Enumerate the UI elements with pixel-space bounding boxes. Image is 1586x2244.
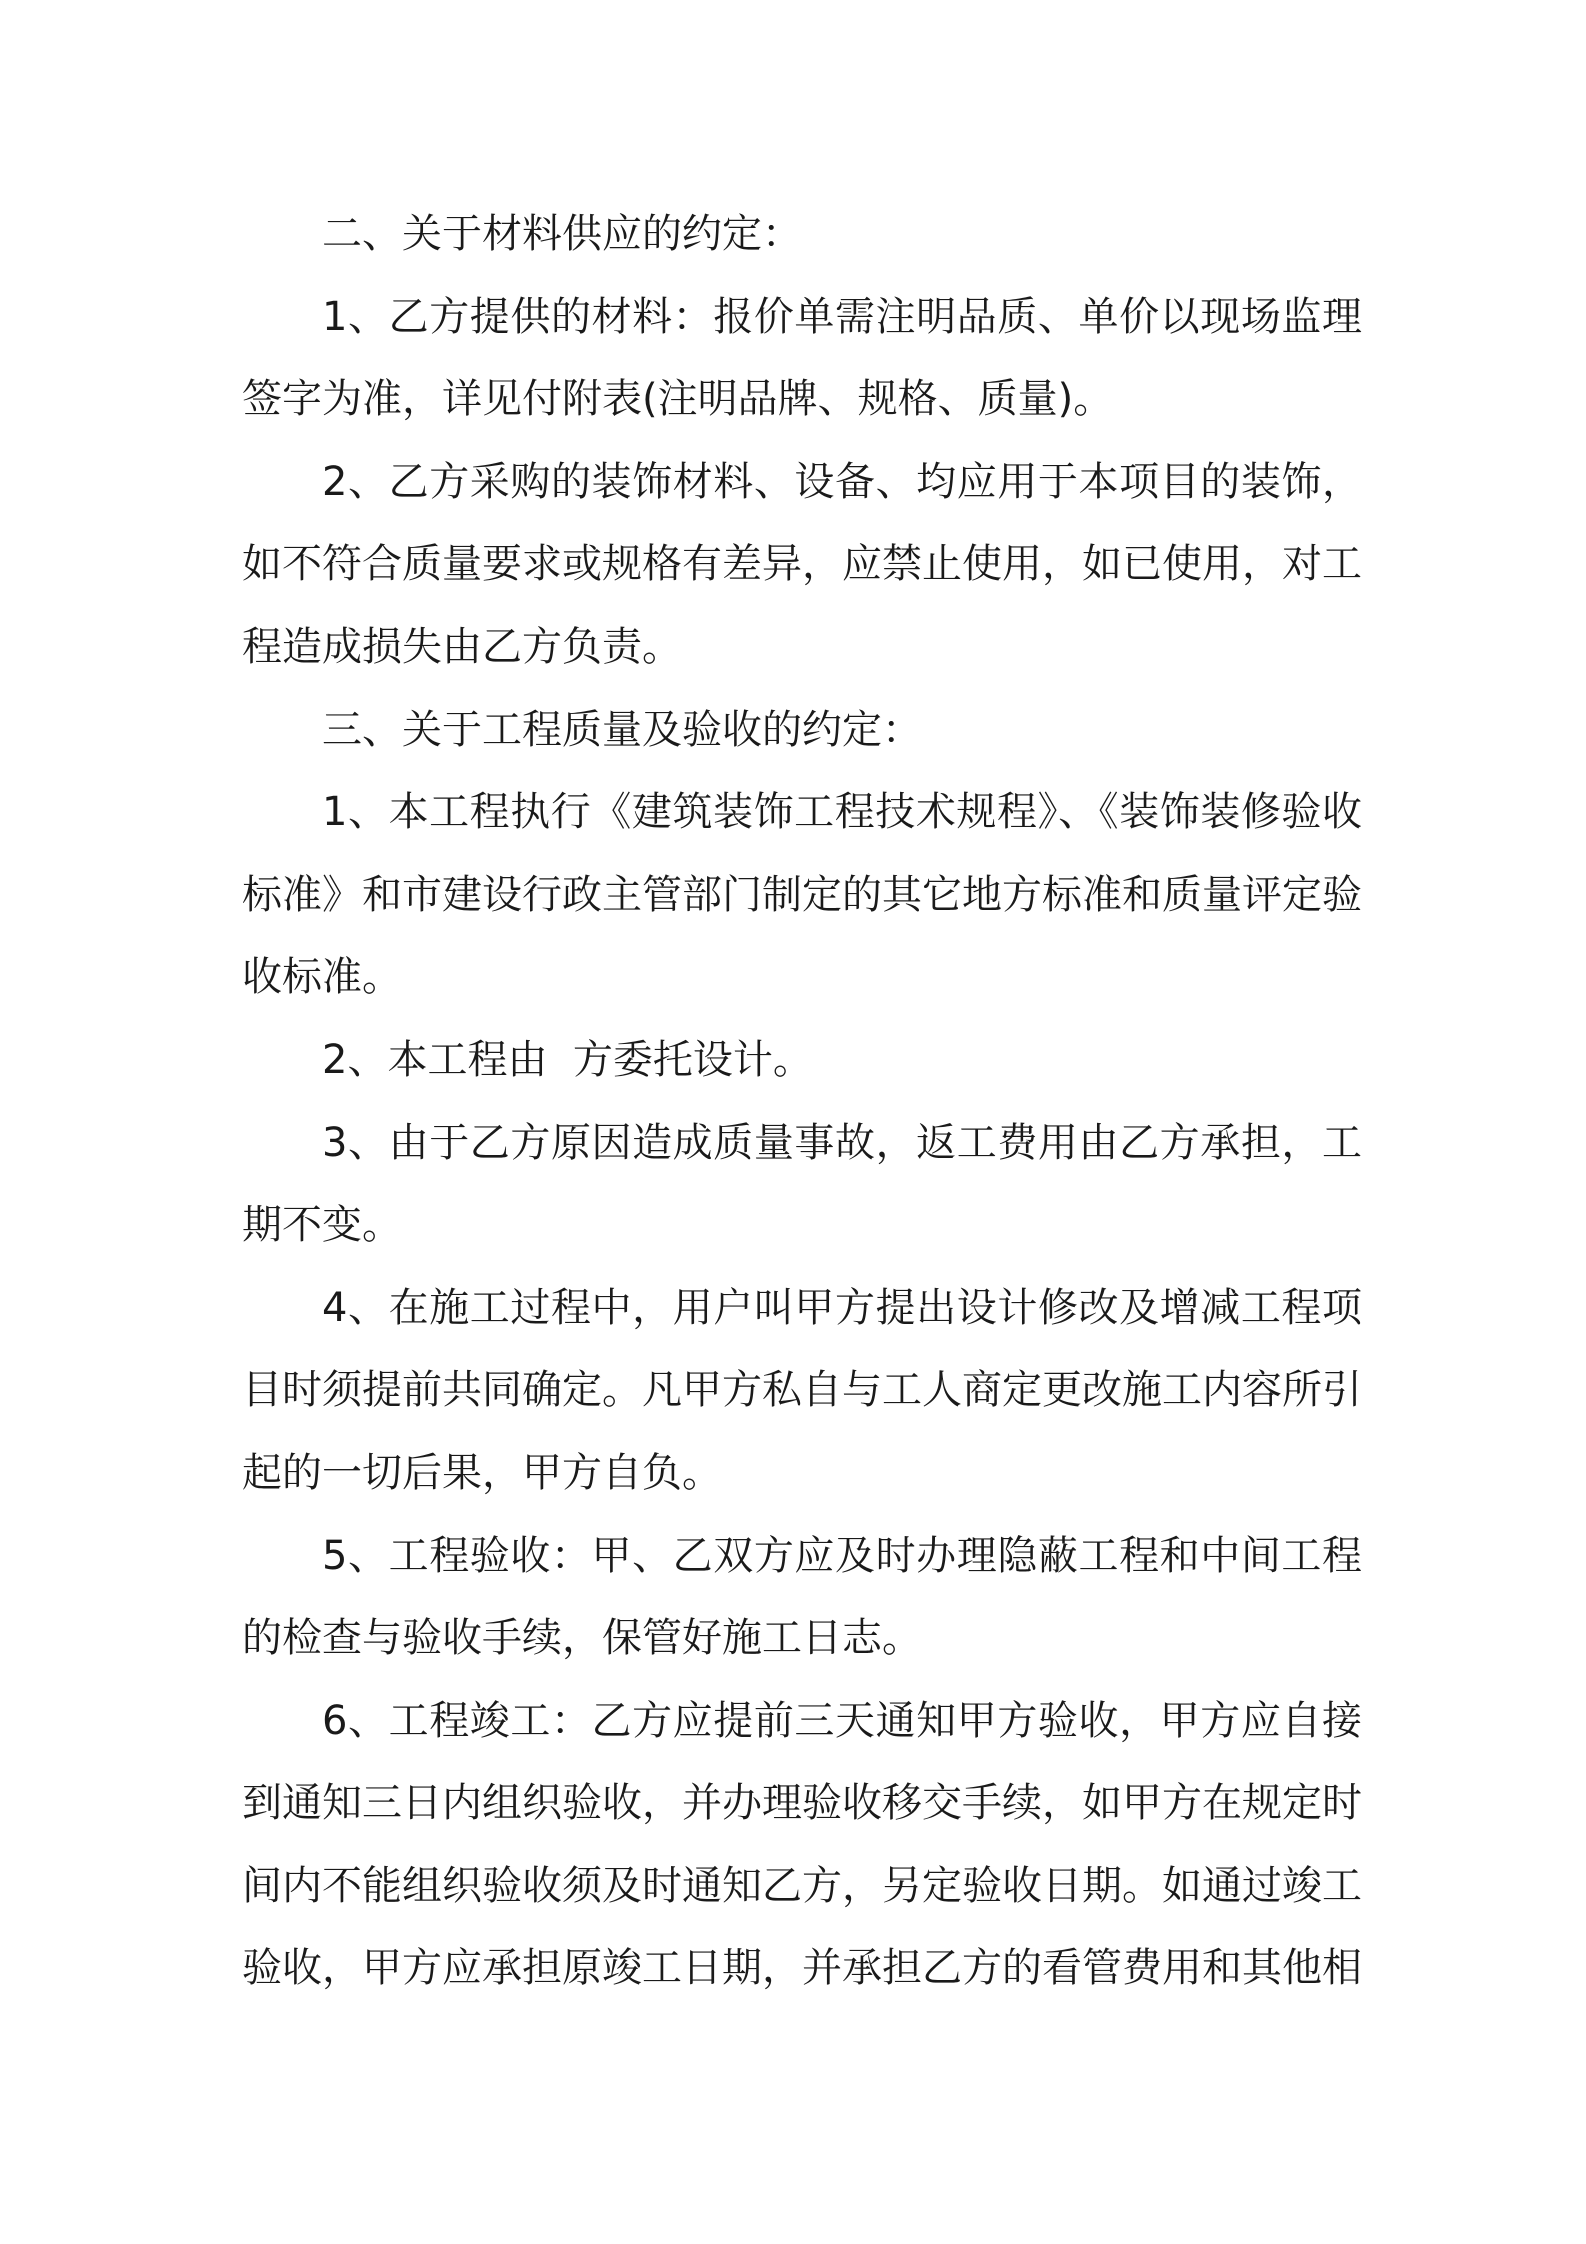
paragraph-design-changes: 4、在施工过程中，用户叫甲方提出设计修改及增减工程项目时须提前共同确定。凡甲方私自与工人商定更改施工内容所引起的一切后果，甲方自负。 xyxy=(242,1284,1362,1496)
paragraph-material-quote: 1、乙方提供的材料：报价单需注明品质、单价以现场监理签字为准，详见付附表(注明品牌、规格、质量)。 xyxy=(242,293,1362,423)
section-heading-quality-acceptance: 三、关于工程质量及验收的约定： xyxy=(322,706,922,753)
paragraph-material-purchase: 2、乙方采购的装饰材料、设备、均应用于本项目的装饰，如不符合质量要求或规格有差异，应禁止使用，如已使用，对工程造成损失由乙方负责。 xyxy=(242,458,1362,670)
section-heading-material-supply: 二、关于材料供应的约定： xyxy=(322,211,802,257)
paragraph-completion: 6、工程竣工：乙方应提前三天通知甲方验收，甲方应自接到通知三日内组织验收，并办理验收移交手续，如甲方在规定时间内不能组织验收须及时通知乙方，另定验收日期。如通过竣工验收，甲方应承担原竣工日期，并承担乙方的看管费用和其他相 xyxy=(242,1697,1362,1992)
paragraph-project-inspection: 5、工程验收：甲、乙双方应及时办理隐蔽工程和中间工程的检查与验收手续，保管好施工日志。 xyxy=(242,1532,1362,1662)
document-body xyxy=(242,193,1362,2010)
paragraph-design-entrustment: 2、本工程由 方委托设计。 xyxy=(322,1036,813,1083)
paragraph-quality-accident: 3、由于乙方原因造成质量事故，返工费用由乙方承担，工期不变。 xyxy=(242,1119,1362,1249)
paragraph-standards: 1、本工程执行《建筑装饰工程技术规程》、《装饰装修验收标准》和市建设行政主管部门制定的其它地方标准和质量评定验收标准。 xyxy=(242,789,1362,1001)
